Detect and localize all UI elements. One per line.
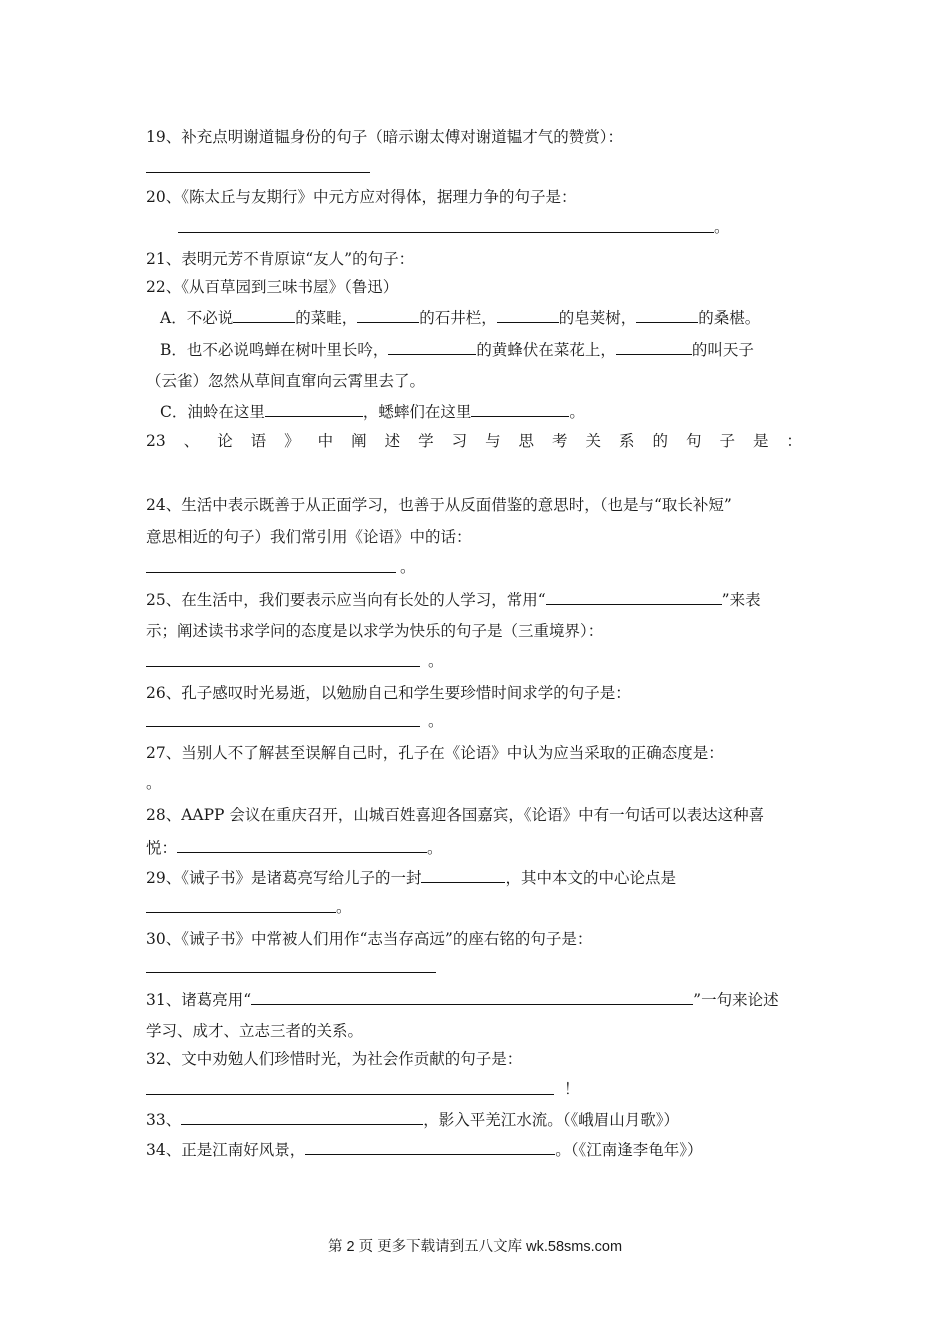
q23-char: 习: [451, 432, 468, 450]
q23-char: 是: [752, 432, 769, 450]
q23-char: 、: [183, 432, 200, 450]
exclaim-32: ！: [564, 1080, 580, 1098]
q34-text-a: 34、正是江南好风景，: [146, 1141, 306, 1159]
answer-blank-22a-4[interactable]: [636, 306, 698, 323]
q23-char: 中: [317, 432, 334, 450]
question-20: 20、《陈太丘与友期行》中元方应对得体，据理力争的句子是：: [146, 188, 577, 206]
question-26: 26、孔子感叹时光易逝，以勉励自己和学生要珍惜时间求学的句子是：: [146, 684, 631, 702]
question-30: 30、《诫子书》中常被人们用作“志当存高远”的座右铭的句子是：: [146, 930, 593, 948]
question-31-line1: [146, 988, 779, 1011]
q22a-text-1: 的菜畦，: [295, 309, 358, 327]
q22b-text-1: 的黄蜂伏在菜花上，: [476, 341, 616, 359]
answer-blank-20[interactable]: [178, 232, 714, 233]
question-32: 32、文中劝勉人们珍惜时光，为社会作贡献的句子是：: [146, 1050, 523, 1068]
question-29: [146, 866, 676, 889]
q34-text-b: 。（《江南逢李龟年》）: [555, 1141, 703, 1159]
answer-blank-22c-1[interactable]: [265, 400, 363, 417]
answer-blank-22a-3[interactable]: [497, 306, 559, 323]
q29-text-a: 29、《诫子书》是诸葛亮写给儿子的一封: [146, 869, 422, 887]
question-25-line1: [146, 588, 761, 611]
answer-blank-31[interactable]: [251, 988, 693, 1005]
answer-blank-29a[interactable]: [421, 866, 505, 883]
period-26: 。: [428, 712, 444, 730]
question-28-line1: 28、AAPP 会议在重庆召开，山城百姓喜迎各国嘉宾，《论语》中有一句话可以表达这种喜: [146, 806, 765, 824]
question-31-line2: 学习、成才、立志三者的关系。: [146, 1022, 364, 1040]
answer-blank-19[interactable]: [146, 172, 370, 173]
period-25: 。: [428, 652, 444, 670]
question-33: [146, 1108, 679, 1131]
q29-text-b: ，其中本文的中心论点是: [505, 869, 676, 887]
q22a-text-4: 的桑椹。: [698, 309, 761, 327]
q23-char: 思: [518, 432, 535, 450]
question-27: 27、当别人不了解甚至误解自己时，孔子在《论语》中认为应当采取的正确态度是：: [146, 744, 724, 762]
answer-blank-29b[interactable]: [146, 912, 336, 913]
answer-blank-22b-2[interactable]: [616, 338, 692, 355]
q23-char: 阐: [351, 432, 367, 450]
q22c-text-1: ，蟋蟀们在这里: [362, 403, 472, 421]
answer-blank-34[interactable]: [305, 1138, 555, 1155]
q22c-text-2: 。: [569, 403, 585, 421]
answer-blank-22c-2[interactable]: [471, 400, 569, 417]
q31-text-b: ”一句来论述: [693, 991, 779, 1009]
answer-blank-25a[interactable]: [546, 588, 722, 605]
q22c-text-0: C．油蛉在这里: [160, 403, 265, 421]
period-28: 。: [427, 839, 443, 857]
question-22-b-cont: （云雀）忽然从草间直窜向云霄里去了。: [146, 372, 426, 390]
question-22-a: [160, 306, 760, 329]
q31-text-a: 31、诸葛亮用“: [146, 991, 252, 1009]
q23-char: 语: [250, 432, 267, 450]
q28-text: 悦：: [146, 839, 178, 857]
period-24: 。: [400, 558, 416, 576]
answer-blank-30[interactable]: [146, 972, 436, 973]
question-25-line2: 示；阐述读书求学问的态度是以求学为快乐的句子是（三重境界）：: [146, 622, 604, 640]
answer-blank-33[interactable]: [181, 1108, 423, 1125]
q33-text-a: 33、: [146, 1111, 182, 1129]
q22b-text-2: 的叫天子: [691, 341, 754, 359]
q23-char: 句: [685, 432, 702, 450]
question-22-c: [160, 400, 585, 423]
q23-char: 的: [652, 432, 668, 450]
question-22-b: [160, 338, 754, 361]
q23-char: 考: [552, 432, 568, 450]
question-24-line1: 24、生活中表示既善于从正面学习，也善于从反面借鉴的意思时，（也是与“取长补短”: [146, 496, 732, 514]
q25-text-a: 25、在生活中，我们要表示应当向有长处的人学习，常用“: [146, 591, 546, 609]
q23-char: 学: [418, 432, 434, 450]
q23-char: 系: [619, 432, 635, 450]
q23-char: 论: [217, 432, 233, 450]
q22a-text-2: 的石井栏，: [419, 309, 497, 327]
question-21: 21、表明元芳不肯原谅“友人”的句子：: [146, 250, 415, 268]
q23-char: 与: [485, 432, 501, 450]
question-23: [146, 430, 802, 452]
answer-blank-22a-2[interactable]: [357, 306, 419, 323]
q22b-text-0: B．也不必说鸣蝉在树叶里长吟，: [160, 341, 389, 359]
question-34: [146, 1138, 703, 1161]
answer-blank-26[interactable]: [146, 726, 420, 727]
q23-char: 23: [146, 432, 166, 450]
question-19: 19、补充点明谢道韫身份的句子（暗示谢太傅对谢道韫才气的赞赏）：: [146, 128, 623, 146]
period-20: 。: [714, 218, 730, 236]
q33-text-b: ，影入平羌江水流。（《峨眉山月歌》）: [423, 1111, 679, 1129]
answer-blank-25b[interactable]: [146, 666, 420, 667]
q23-char: 子: [719, 432, 735, 450]
q22a-text-0: A．不必说: [160, 309, 234, 327]
q25-text-b: ”来表: [721, 591, 761, 609]
answer-blank-24[interactable]: [146, 572, 396, 573]
period-27: 。: [146, 774, 162, 792]
q23-char: ：: [786, 432, 802, 450]
question-24-line2: 意思相近的句子）我们常引用《论语》中的话：: [146, 528, 472, 546]
answer-blank-22a-1[interactable]: [233, 306, 295, 323]
q23-char: 述: [384, 432, 401, 450]
q23-char: 关: [585, 432, 602, 450]
question-28-line2: [146, 836, 443, 859]
answer-blank-28[interactable]: [177, 836, 427, 853]
page-footer: 第 2 页 更多下载请到五八文库 wk.58sms.com: [327, 1239, 623, 1255]
q23-char: 》: [284, 432, 300, 450]
q22a-text-3: 的皂荚树，: [558, 309, 637, 327]
period-29: 。: [336, 898, 352, 916]
answer-blank-22b-1[interactable]: [388, 338, 476, 355]
answer-blank-32[interactable]: [146, 1094, 554, 1095]
question-22-title: 22、《从百草园到三味书屋》（鲁迅）: [146, 278, 399, 296]
